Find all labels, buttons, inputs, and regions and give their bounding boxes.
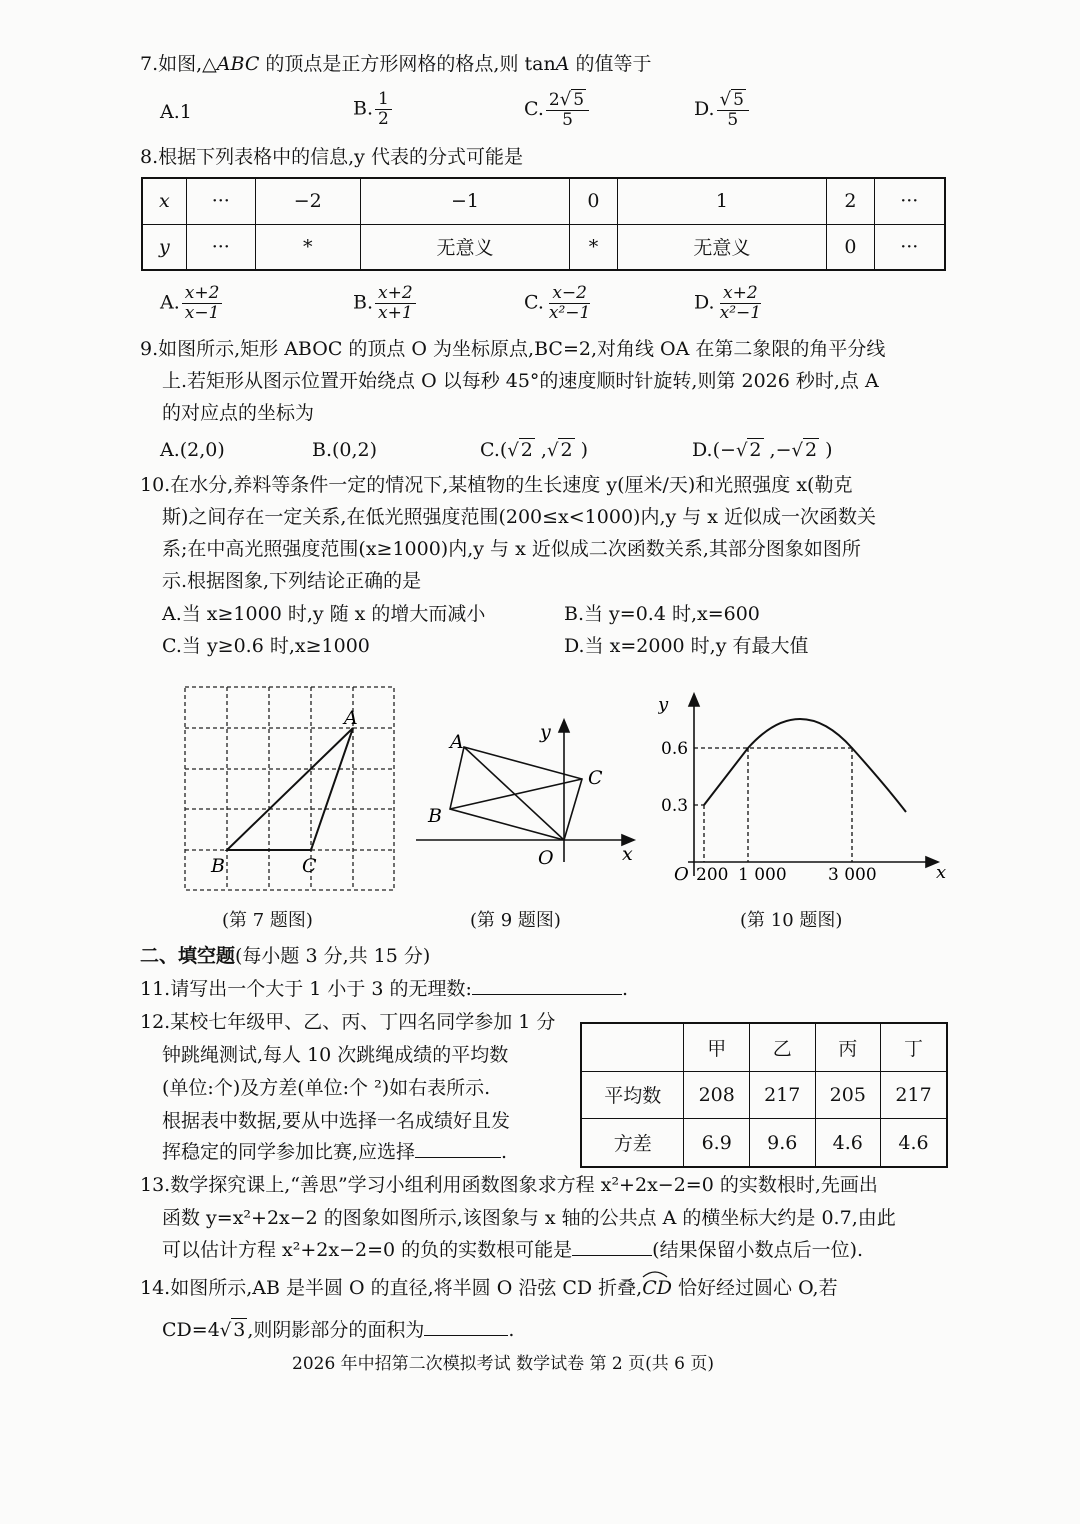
cell: 4.6 (881, 1119, 947, 1167)
cell: ··· (874, 178, 945, 224)
label-b: B (428, 805, 442, 827)
cell: 208 (684, 1071, 750, 1118)
figure-10 (658, 688, 958, 888)
cell: 1 (617, 178, 827, 224)
q9-option-c: C.(√ 2 ,√ 2 ) (480, 439, 589, 461)
q10-option-a: A.当 x≥1000 时,y 随 x 的增大而减小 (162, 603, 486, 625)
q9-line3: 的对应点的坐标为 (162, 402, 315, 424)
label-origin: O (674, 864, 689, 885)
y-tick-0.3: 0.3 (661, 796, 689, 816)
figure-10-caption: (第 10 题图) (740, 910, 843, 931)
q9-option-a: A.(2,0) (160, 439, 225, 461)
q8-option-c: C. $\frac{x-2}{\text{x²−1}}$ (524, 283, 591, 323)
y-axis-arrow-icon (559, 720, 569, 732)
cell: 0 (827, 224, 874, 270)
q14-line1: 14.如图所示,AB 是半圆 O 的直径,将半圆 O 沿弦 CD 折叠,CD 恰好经过圆心 O,若 (140, 1276, 838, 1300)
q12-variance-row (581, 1119, 947, 1167)
label-a: A (450, 731, 464, 753)
growth-curve (704, 719, 906, 812)
q7-option-d: D. $\frac{√ 5}{5}$ (694, 90, 749, 130)
q12-line2: 钟跳绳测试,每人 10 次跳绳成绩的平均数 (162, 1044, 509, 1066)
y-tick-0.6: 0.6 (661, 739, 689, 759)
q7-option-c: C. $\frac{2√ 5}{5}$ (524, 90, 589, 130)
q8-row-y (142, 224, 945, 270)
x-tick-1000: 1 000 (738, 865, 787, 885)
cell: ··· (874, 224, 945, 270)
q12-answer-blank[interactable] (415, 1157, 501, 1158)
cell: −2 (255, 178, 360, 224)
label-b: B (211, 855, 225, 877)
label-x: x (622, 843, 633, 865)
q12-line4: 根据表中数据,要从中选择一名成绩好且发 (162, 1110, 511, 1132)
cell: * (255, 224, 360, 270)
q14-line2: CD=4√ 3 ,则阴影部分的面积为 . (162, 1319, 515, 1341)
q8-option-d: D. $\frac{x+2}{\text{x²−1}}$ (694, 283, 762, 323)
label-y: y (540, 721, 551, 743)
cell: 2 (827, 178, 874, 224)
q9-line1: 9.如图所示,矩形 ABOC 的顶点 O 为坐标原点,BC=2,对角线 OA 在第二象限的角平分线 (140, 338, 886, 360)
x-tick-200: 200 (696, 865, 729, 885)
diagonal-bc (450, 779, 582, 809)
q10-line1: 10.在水分,养料等条件一定的情况下,某植物的生长速度 y(厘米/天)和光照强度 x(勒克 (140, 474, 853, 496)
cell: −1 (360, 178, 570, 224)
cell: 平均数 (581, 1071, 684, 1118)
figure-7 (178, 680, 403, 900)
arc-cd: CD (642, 1276, 672, 1300)
cell: 丙 (815, 1023, 881, 1071)
triangle-abc (227, 728, 353, 850)
figure-9-caption: (第 9 题图) (470, 910, 561, 931)
cell: 乙 (749, 1023, 815, 1071)
q9-line2: 上.若矩形从图示位置开始绕点 O 以每秒 45°的速度顺时针旋转,则第 2026 秒时,点 A (162, 370, 879, 392)
cell: x (142, 178, 186, 224)
label-o: O (538, 847, 554, 869)
q12-header-row (581, 1023, 947, 1071)
label-x: x (936, 862, 947, 883)
q14-answer-blank[interactable] (424, 1335, 508, 1336)
q8-stem: 8.根据下列表格中的信息,y 代表的分式可能是 (140, 146, 523, 168)
cell: 205 (815, 1071, 881, 1118)
q13-line2: 函数 y=x²+2x−2 的图象如图所示,该图象与 x 轴的公共点 A 的横坐标大约是 0.7,由此 (162, 1207, 896, 1229)
q7-option-b: B. $\frac{1}{2}$ (353, 90, 392, 129)
label-c: C (588, 767, 603, 789)
cell: 0 (570, 178, 617, 224)
q10-line3: 系;在中高光照强度范围(x≥1000)内,y 与 x 近似成二次函数关系,其部分图象如图所 (162, 538, 861, 560)
label-c: C (302, 855, 317, 877)
q10-option-c: C.当 y≥0.6 时,x≥1000 (162, 635, 370, 657)
q11-stem: 11.请写出一个大于 1 小于 3 的无理数: . (140, 978, 629, 1000)
q13-line3: 可以估计方程 x²+2x−2=0 的负的实数根可能是 (结果保留小数点后一位). (162, 1239, 864, 1261)
label-a: A (344, 707, 358, 729)
q12-line1: 12.某校七年级甲、乙、丙、丁四名同学参加 1 分 (140, 1011, 556, 1033)
q8-table (141, 177, 946, 271)
cell: 4.6 (815, 1119, 881, 1167)
cell: 6.9 (684, 1119, 750, 1167)
cell: 甲 (684, 1023, 750, 1071)
q12-line5: 挥稳定的同学参加比赛,应选择 . (162, 1141, 508, 1163)
q12-mean-row (581, 1071, 947, 1118)
q8-row-x (142, 178, 945, 224)
q10-line4: 示.根据图象,下列结论正确的是 (162, 570, 422, 592)
cell (581, 1023, 684, 1071)
q12-table (580, 1022, 948, 1168)
cell: ··· (186, 224, 255, 270)
cell: 217 (749, 1071, 815, 1118)
q7-option-a: A.1 (160, 101, 192, 123)
q10-line2: 斯)之间存在一定关系,在低光照强度范围(200≤x<1000)内,y 与 x 近似成一次函数关 (162, 506, 877, 528)
arc-mark-icon (642, 1270, 668, 1278)
q13-line1: 13.数学探究课上,“善思”学习小组利用函数图象求方程 x²+2x−2=0 的实数根时,先画出 (140, 1174, 878, 1196)
q8-option-b: B. $\frac{x+2}{x+1}$ (353, 284, 416, 323)
cell: ··· (186, 178, 255, 224)
figure-7-caption: (第 7 题图) (222, 910, 313, 931)
cell: * (570, 224, 617, 270)
cell: 217 (881, 1071, 947, 1118)
q12-line3: (单位:个)及方差(单位:个 ²)如右表所示. (162, 1077, 491, 1099)
cell: 方差 (581, 1119, 684, 1167)
q7-stem: 7.如图,△ABC 的顶点是正方形网格的格点,则 tanA 的值等于 (140, 53, 652, 75)
cell: y (142, 224, 186, 270)
x-tick-3000: 3 000 (828, 865, 877, 885)
figure-9 (412, 712, 652, 872)
cell: 无意义 (617, 224, 827, 270)
page-footer: 2026 年中招第二次模拟考试 数学试卷 第 2 页(共 6 页) (292, 1354, 714, 1374)
section-2-heading: 二、填空题(每小题 3 分,共 15 分) (140, 945, 431, 967)
q10-option-d: D.当 x=2000 时,y 有最大值 (564, 635, 809, 657)
cell: 无意义 (360, 224, 570, 270)
q9-option-b: B.(0,2) (312, 439, 378, 461)
cell: 丁 (881, 1023, 947, 1071)
q8-option-a: A. $\frac{x+2}{x-1}$ (160, 284, 222, 323)
q10-option-b: B.当 y=0.4 时,x=600 (564, 603, 760, 625)
y-axis-arrow-icon (689, 694, 699, 706)
q9-option-d: D.(−√ 2 ,−√ 2 ) (692, 439, 833, 461)
label-y: y (658, 694, 669, 715)
q11-answer-blank[interactable] (472, 994, 622, 995)
q13-answer-blank[interactable] (572, 1255, 652, 1256)
cell: 9.6 (749, 1119, 815, 1167)
